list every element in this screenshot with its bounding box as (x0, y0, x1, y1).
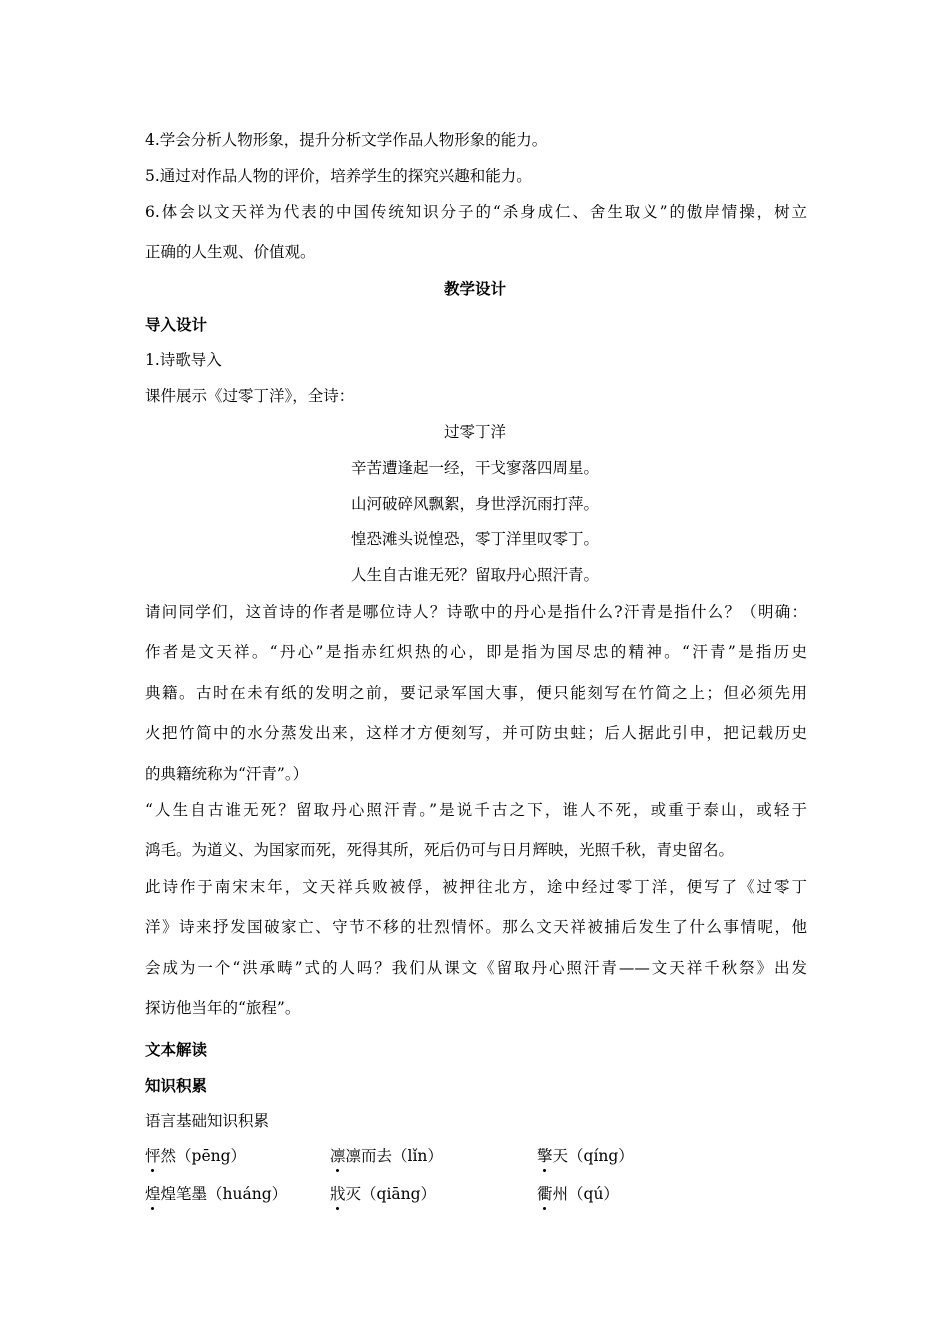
objective-4: 4.学会分析人物形象，提升分析文学作品人物形象的能力。 (145, 131, 548, 149)
intro-subheading: 1.诗歌导入 (145, 351, 222, 369)
vocab-item: 凛凛而去（lǐn） (330, 1144, 443, 1166)
intro-heading: 导入设计 (145, 316, 208, 334)
objective-5: 5.通过对作品人物的评价，培养学生的探究兴趣和能力。 (145, 167, 532, 185)
poem-line: 人生自古谁无死？留取丹心照汗青。 (350, 566, 599, 584)
poem-line: 辛苦遭逢起一经，干戈寥落四周星。 (350, 459, 599, 477)
knowledge-heading: 知识积累 (145, 1077, 208, 1095)
language-basics-label: 语言基础知识积累 (145, 1112, 270, 1130)
paragraph-line: 会成为一个“洪承畴”式的人吗？我们从课文《留取丹心照汗青——文天祥千秋祭》出发 (145, 959, 807, 977)
poem-line: 惶恐滩头说惶恐，零丁洋里叹零丁。 (350, 530, 599, 548)
section-title: 教学设计 (443, 280, 506, 298)
vocab-item: 怦然（pēng） (145, 1144, 246, 1166)
poem-title: 过零丁洋 (443, 423, 506, 441)
text-reading-heading: 文本解读 (145, 1041, 208, 1059)
paragraph-line: 鸿毛。为道义、为国家而死，死得其所，死后仍可与日月辉映，光照千秋，青史留名。 (145, 841, 735, 859)
poem-line: 山河破碎风飘絮，身世浮沉雨打萍。 (350, 495, 599, 513)
vocab-item: 擎天（qíng） (537, 1144, 634, 1166)
paragraph-line: 请问同学们，这首诗的作者是哪位诗人？诗歌中的丹心是指什么?汗青是指什么？（明确： (145, 603, 807, 621)
paragraph-line: 探访他当年的“旅程”。 (145, 999, 301, 1017)
objective-6-continued: 正确的人生观、价值观。 (145, 243, 316, 261)
paragraph-line: “人生自古谁无死？留取丹心照汗青。”是说千古之下，谁人不死，或重于泰山，或轻于 (145, 801, 807, 819)
paragraph-line: 洋》诗来抒发国破家亡、守节不移的壮烈情怀。那么文天祥被捕后发生了什么事情呢，他 (145, 918, 807, 936)
vocab-item: 戕灭（qiāng） (330, 1182, 436, 1204)
paragraph-line: 火把竹简中的水分蒸发出来，这样才方便刻写，并可防虫蛀；后人据此引申，把记载历史 (145, 724, 807, 742)
paragraph-line: 作者是文天祥。“丹心”是指赤红炽热的心，即是指为国尽忠的精神。“汗青”是指历史 (145, 643, 807, 661)
paragraph-line: 此诗作于南宋末年，文天祥兵败被俘，被押往北方，途中经过零丁洋，便写了《过零丁 (145, 878, 807, 896)
courseware-line: 课件展示《过零丁洋》，全诗： (145, 387, 355, 405)
vocab-item: 煌煌笔墨（huáng） (145, 1182, 287, 1204)
objective-6: 6.体会以文天祥为代表的中国传统知识分子的“杀身成仁、舍生取义”的傲岸情操，树立 (145, 203, 807, 221)
paragraph-line: 的典籍统称为“汗青”。） (145, 765, 309, 783)
vocab-item: 衢州（qú） (537, 1182, 619, 1204)
paragraph-line: 典籍。古时在未有纸的发明之前，要记录军国大事，便只能刻写在竹简之上；但必须先用 (145, 684, 807, 702)
